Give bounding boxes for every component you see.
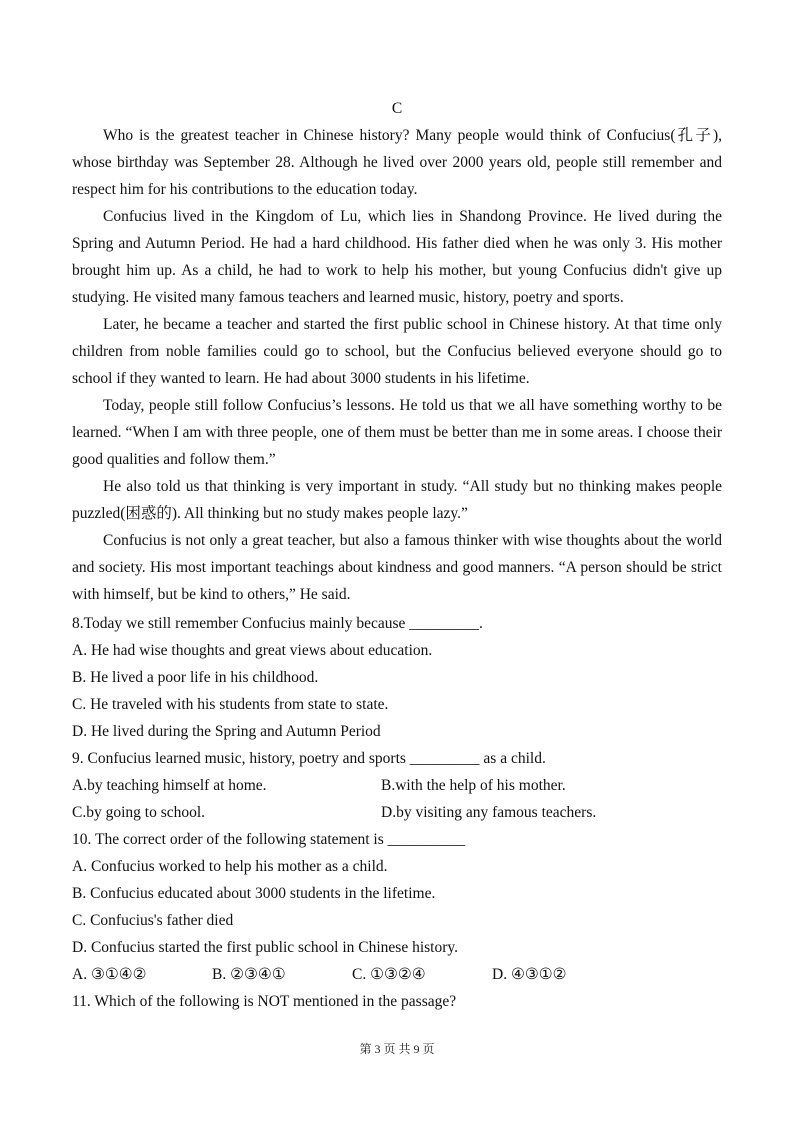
question-10-statement-b: B. Confucius educated about 3000 students in the lifetime. bbox=[72, 885, 436, 902]
question-10-choice-c: C. ①③②④ bbox=[352, 966, 426, 983]
question-8-option-d: D. He lived during the Spring and Autumn Period bbox=[72, 723, 381, 740]
question-8-stem: 8.Today we still remember Confucius mainly because _________. bbox=[72, 615, 483, 632]
question-10-stem: 10. The correct order of the following statement is __________ bbox=[72, 831, 466, 848]
section-letter: C bbox=[391, 100, 403, 117]
question-9-options-row-2 bbox=[72, 799, 722, 826]
question-8-option-c: C. He traveled with his students from state to state. bbox=[72, 696, 389, 713]
page-footer: 第 3 页 共 9 页 bbox=[359, 1042, 435, 1056]
passage-paragraph: Confucius is not only a great teacher, but also a famous thinker with wise thoughts about the world and society. His most important teachings about kindness and good manners. “A person should be strict with himself, but be kind to others,” He said. bbox=[72, 532, 722, 603]
question-9-options-row-1 bbox=[72, 772, 722, 799]
passage-paragraph: Who is the greatest teacher in Chinese history? Many people would think of Confucius(孔子), whose birthday was September 28. Although he lived over 2000 years old, people still remember and respect him for his contributions to the education today. bbox=[72, 127, 722, 198]
question-10-choices bbox=[72, 961, 722, 988]
question-9-stem: 9. Confucius learned music, history, poetry and sports _________ as a child. bbox=[72, 750, 546, 767]
question-10-choice-a: A. ③①④② bbox=[72, 966, 147, 983]
passage-paragraph: Later, he became a teacher and started the first public school in Chinese history. At that time only children from noble families could go to school, but the Confucius believed everyone should go to school if they wanted to learn. He had about 3000 students in his lifetime. bbox=[72, 316, 722, 387]
question-10-choice-b: B. ②③④① bbox=[212, 966, 286, 983]
question-10-statement-c: C. Confucius's father died bbox=[72, 912, 234, 929]
question-9-option-d: D.by visiting any famous teachers. bbox=[381, 804, 597, 821]
passage-paragraph: Confucius lived in the Kingdom of Lu, which lies in Shandong Province. He lived during the Spring and Autumn Period. He had a hard childhood. His father died when he was only 3. His mother brought him up. As a child, he had to work to help his mother, but young Confucius didn't give up studying. He visited many famous teachers and learned music, history, poetry and sports. bbox=[72, 208, 722, 306]
question-8-option-a: A. He had wise thoughts and great views about education. bbox=[72, 642, 433, 659]
question-10-statement-d: D. Confucius started the first public school in Chinese history. bbox=[72, 939, 459, 956]
passage-paragraph: Today, people still follow Confucius’s lessons. He told us that we all have something worthy to be learned. “When I am with three people, one of them must be better than me in some areas. I choose their good qualities and follow them.” bbox=[72, 397, 722, 468]
question-9-option-a: A.by teaching himself at home. bbox=[72, 777, 267, 794]
question-9-option-b: B.with the help of his mother. bbox=[381, 777, 566, 794]
passage-paragraph: He also told us that thinking is very important in study. “All study but no thinking makes people puzzled(困惑的). All thinking but no study makes people lazy.” bbox=[72, 478, 722, 522]
question-10-statement-a: A. Confucius worked to help his mother as a child. bbox=[72, 858, 388, 875]
reading-passage bbox=[72, 122, 722, 608]
question-11-stem: 11. Which of the following is NOT mentioned in the passage? bbox=[72, 993, 457, 1010]
question-9-option-c: C.by going to school. bbox=[72, 804, 206, 821]
question-10-choice-d: D. ④③①② bbox=[492, 966, 567, 983]
question-list bbox=[72, 610, 722, 1015]
question-8-option-b: B. He lived a poor life in his childhood. bbox=[72, 669, 319, 686]
